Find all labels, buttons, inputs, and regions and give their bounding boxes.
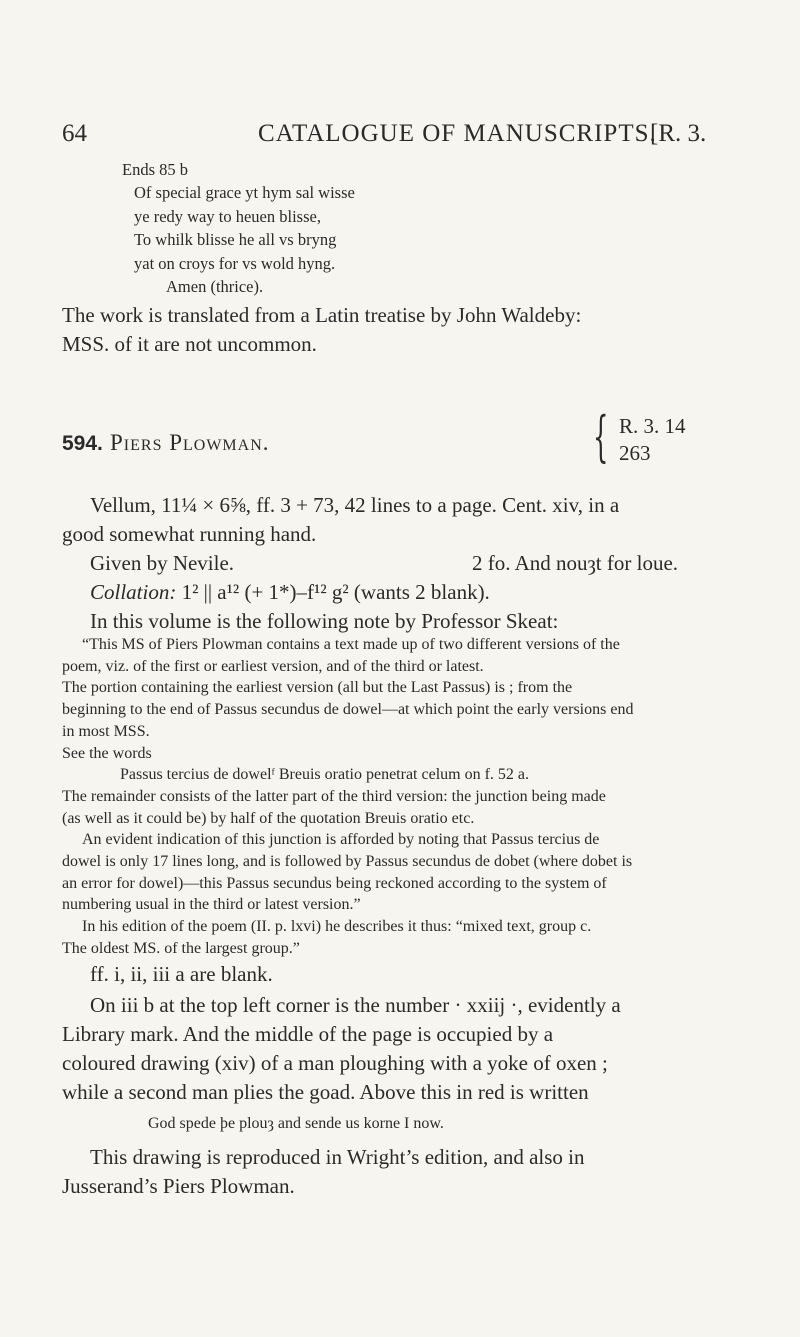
quote-line: in most MSS. [62, 722, 150, 740]
final-paragraph [62, 1143, 585, 1201]
text-line: Jusserand’s Piers Plowman. [62, 1174, 295, 1198]
description-paragraph [62, 491, 679, 636]
poem-excerpt [122, 158, 355, 298]
poem-line: To whilk blisse he all vs bryng [134, 230, 337, 250]
quote-line: beginning to the end of Passus secundus de dowel—at which point the early versions end [62, 701, 634, 719]
running-title: CATALOGUE OF MANUSCRIPTS. [258, 120, 657, 147]
quote-line: Passus tercius de dowelᶠ Breuis oratio penetrat celum on f. 52 a. [120, 766, 530, 784]
quote-line: An evident indication of this junction is afforded by noting that Passus tercius de [82, 831, 600, 849]
text-line: good somewhat running hand. [62, 522, 317, 546]
entry-title: Piers Plowman. [110, 430, 270, 455]
second-folio: 2 fo. And nouȝt for loue. [472, 551, 679, 575]
poem-intro: Ends 85 b [122, 160, 188, 179]
text-line: ff. i, ii, iii a are blank. [90, 962, 273, 986]
collation-line [62, 578, 619, 607]
poem-line: yat on croys for vs wold hyng. [134, 253, 336, 273]
text-line: On iii b at the top left corner is the number · xxiij ·, evidently a [90, 993, 621, 1017]
quote-line: “This MS of Piers Plowman contains a text made up of two different versions of the [82, 636, 620, 653]
quote-line: dowel is only 17 lines long, and is followed by Passus secundus de dobet (where dobet is [62, 853, 633, 871]
poem-line: ye redy way to heuen blisse, [134, 206, 321, 226]
text-line: In this volume is the following note by Professor Skeat: [90, 609, 559, 633]
quote-line: poem, viz. of the first or earliest version, and of the third or latest. [62, 657, 484, 675]
work-paragraph [62, 301, 581, 359]
given-by: Given by Nevile. [90, 551, 235, 575]
running-head [0, 120, 800, 150]
red-inscription: God spede þe plouȝ and sende us korne I now. [148, 1115, 444, 1132]
quote-line: (as well as it could be) by half of the quotation Breuis oratio etc. [62, 809, 475, 827]
poem-line: Of special grace yt hym sal wisse [134, 183, 355, 203]
text-line: MSS. of it are not uncommon. [62, 332, 317, 356]
page-number: 64 [62, 120, 87, 147]
text-line: Library mark. And the middle of the page is occupied by a [62, 1022, 554, 1046]
quote-line: The oldest MS. of the largest group.” [62, 939, 300, 957]
text-line: Vellum, 11¼ × 6⅝, ff. 3 + 73, 42 lines to a page. Cent. xiv, in a [90, 493, 620, 517]
poem-line: Amen (thrice). [166, 276, 264, 296]
blank-leaves-line [62, 960, 273, 989]
quote-line: an error for dowel)—this Passus secundus being reckoned according to the system of [62, 874, 607, 892]
collation-label: Collation: [90, 580, 177, 604]
shelfmark-brace: { [593, 405, 609, 468]
text-line: This drawing is reproduced in Wright’s edition, and also in [90, 1145, 585, 1169]
quote-line: The portion containing the earliest version (all but the Last Passus) is ; from the [62, 679, 573, 697]
entry-number: 594. [62, 432, 103, 455]
shelfmark-secondary: 263 [619, 441, 651, 465]
quote-line: In his edition of the poem (II. p. lxvi) he describes it thus: “mixed text, group c. [82, 918, 592, 936]
section-reference: [R. 3. [650, 120, 707, 147]
skeat-quotation [62, 634, 633, 960]
drawing-paragraph [62, 991, 621, 1107]
collation-text: 1² || a¹² (+ 1*)–f¹² g² (wants 2 blank). [181, 580, 490, 604]
shelfmark-primary: R. 3. 14 [619, 414, 686, 438]
quote-line: The remainder consists of the latter part of the third version: the junction being made [62, 787, 606, 805]
quote-line: See the words [62, 744, 152, 762]
quote-line: numbering usual in the third or latest version.” [62, 896, 361, 914]
text-line: coloured drawing (xiv) of a man ploughing with a yoke of oxen ; [62, 1051, 608, 1075]
text-line: while a second man plies the goad. Above this in red is written [62, 1080, 589, 1104]
given-line [62, 549, 679, 578]
text-line: The work is translated from a Latin treatise by John Waldeby: [62, 303, 582, 327]
